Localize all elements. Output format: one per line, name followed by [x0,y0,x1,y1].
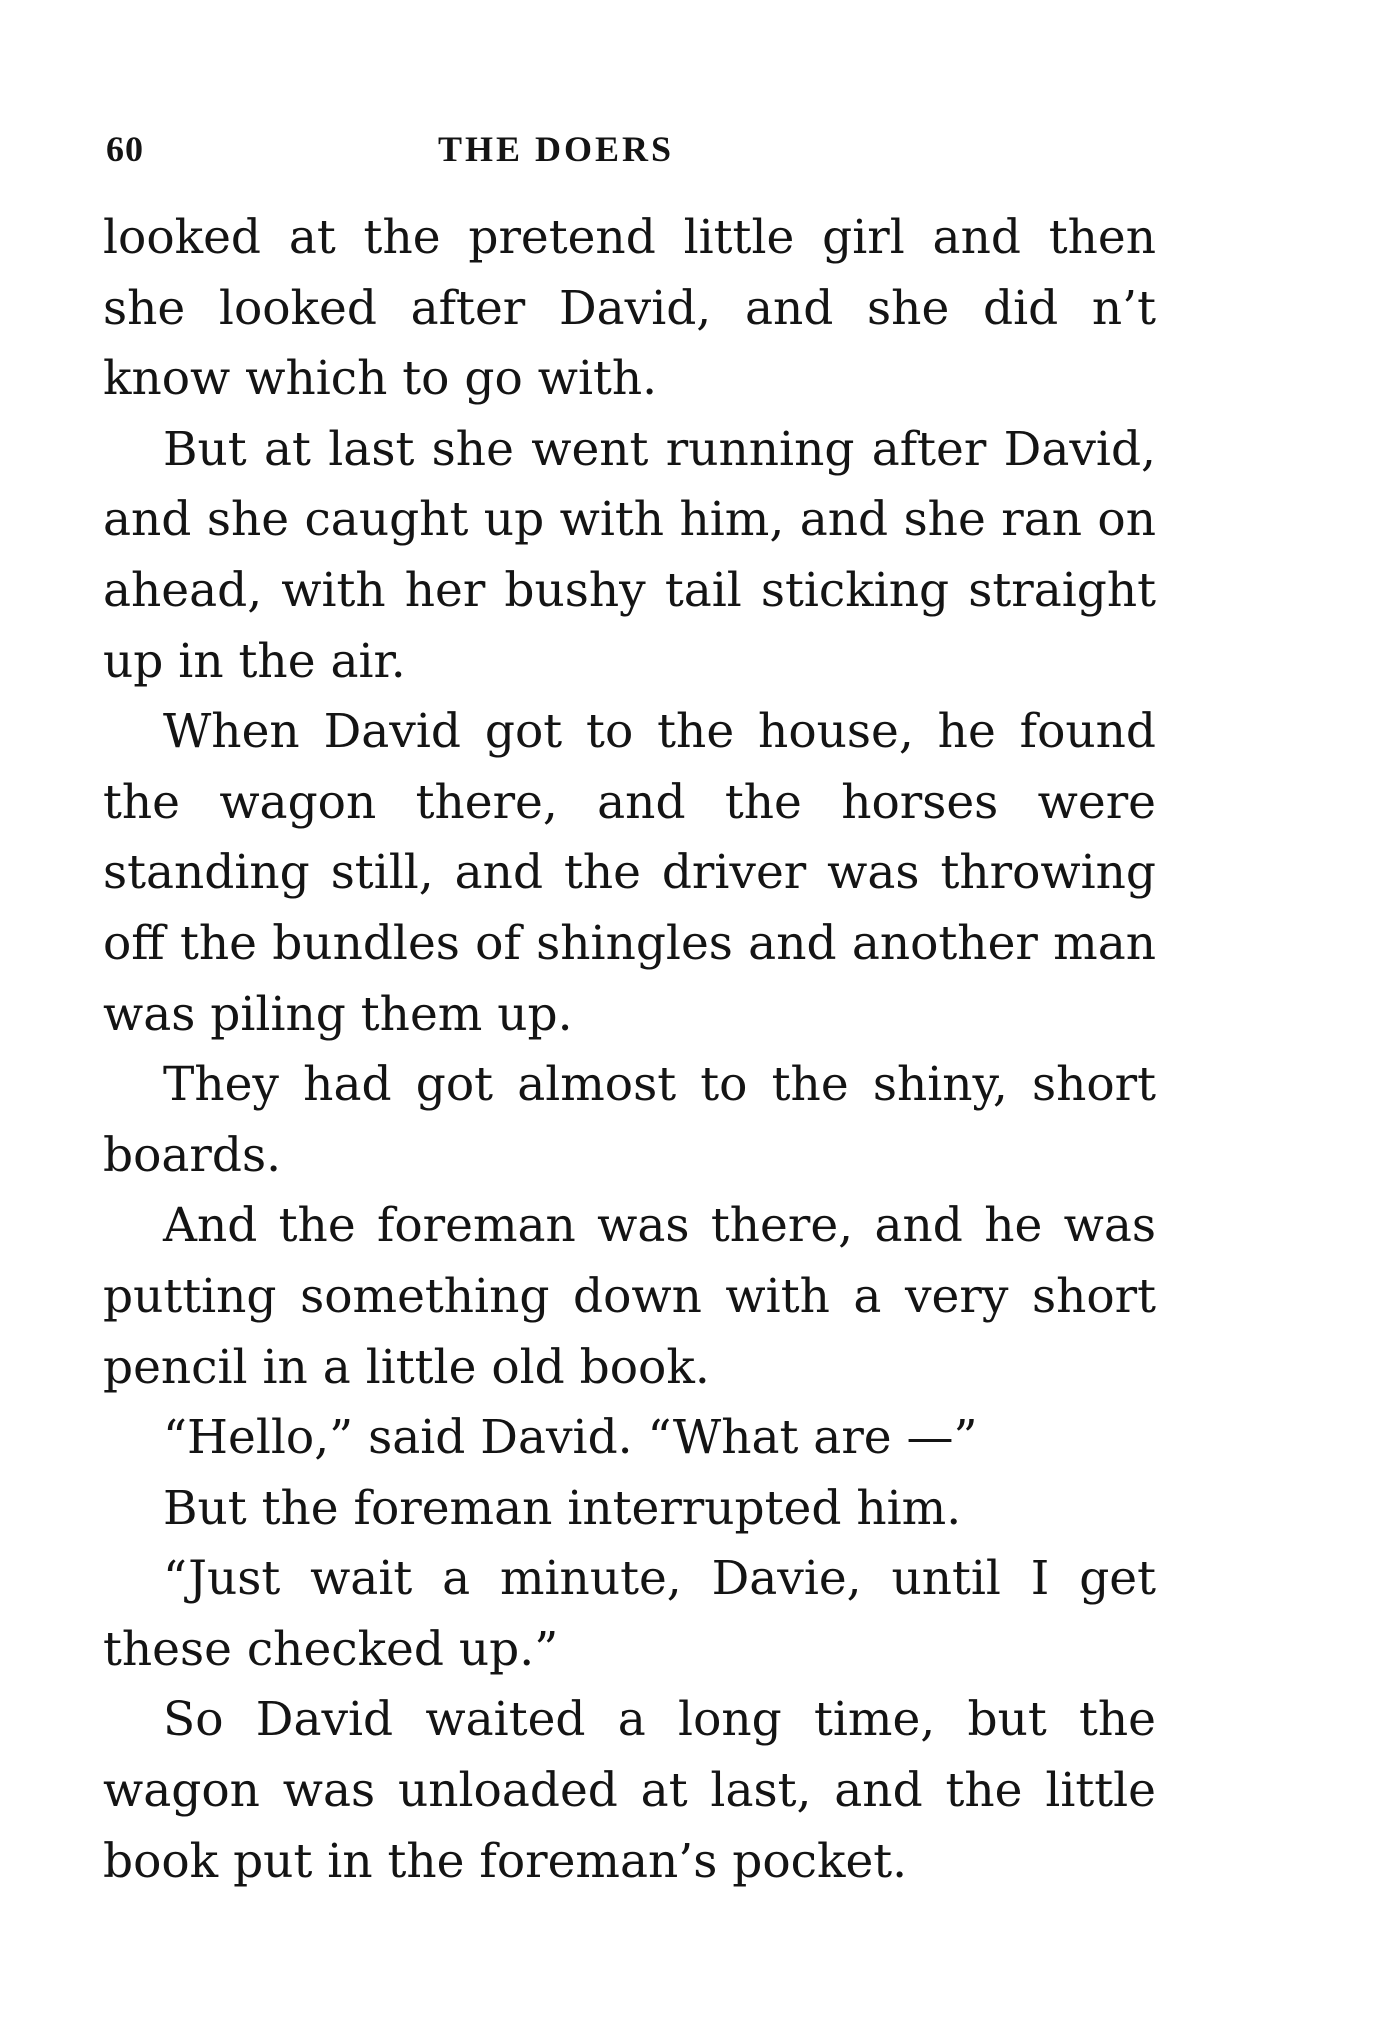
paragraph-5: And the foreman was there, and he was putting something down with a very short pencil in a little old book. [103,1198,1156,1395]
page-number: 60 [106,129,144,169]
paragraph-2: But at last she went running after David, and she caught up with him, and she ran on ahead, with her bushy tail sticking straight up in the air. [103,421,1156,689]
paragraph-7: But the foreman interrupted him. [163,1480,962,1536]
paragraph-1: looked at the pretend little girl and then she looked after David, and she did n’t know which to go with. [103,210,1156,407]
paragraph-4: They had got almost to the shiny, short boards. [103,1057,1156,1183]
page-header [106,128,1156,178]
paragraph-6: “Hello,” said David. “What are —” [163,1410,978,1466]
paragraph-3: When David got to the house, he found the wagon there, and the horses were standing still, and the driver was throwing off the bundles of shingles and another man was piling them up. [103,704,1156,1042]
paragraph-8: “Just wait a minute, Davie, until I get these checked up.” [103,1551,1156,1677]
body-text [103,203,1156,1897]
paragraph-9: So David waited a long time, but the wagon was unloaded at last, and the little book put in the foreman’s pocket. [103,1692,1156,1889]
running-head: THE DOERS [437,129,675,169]
